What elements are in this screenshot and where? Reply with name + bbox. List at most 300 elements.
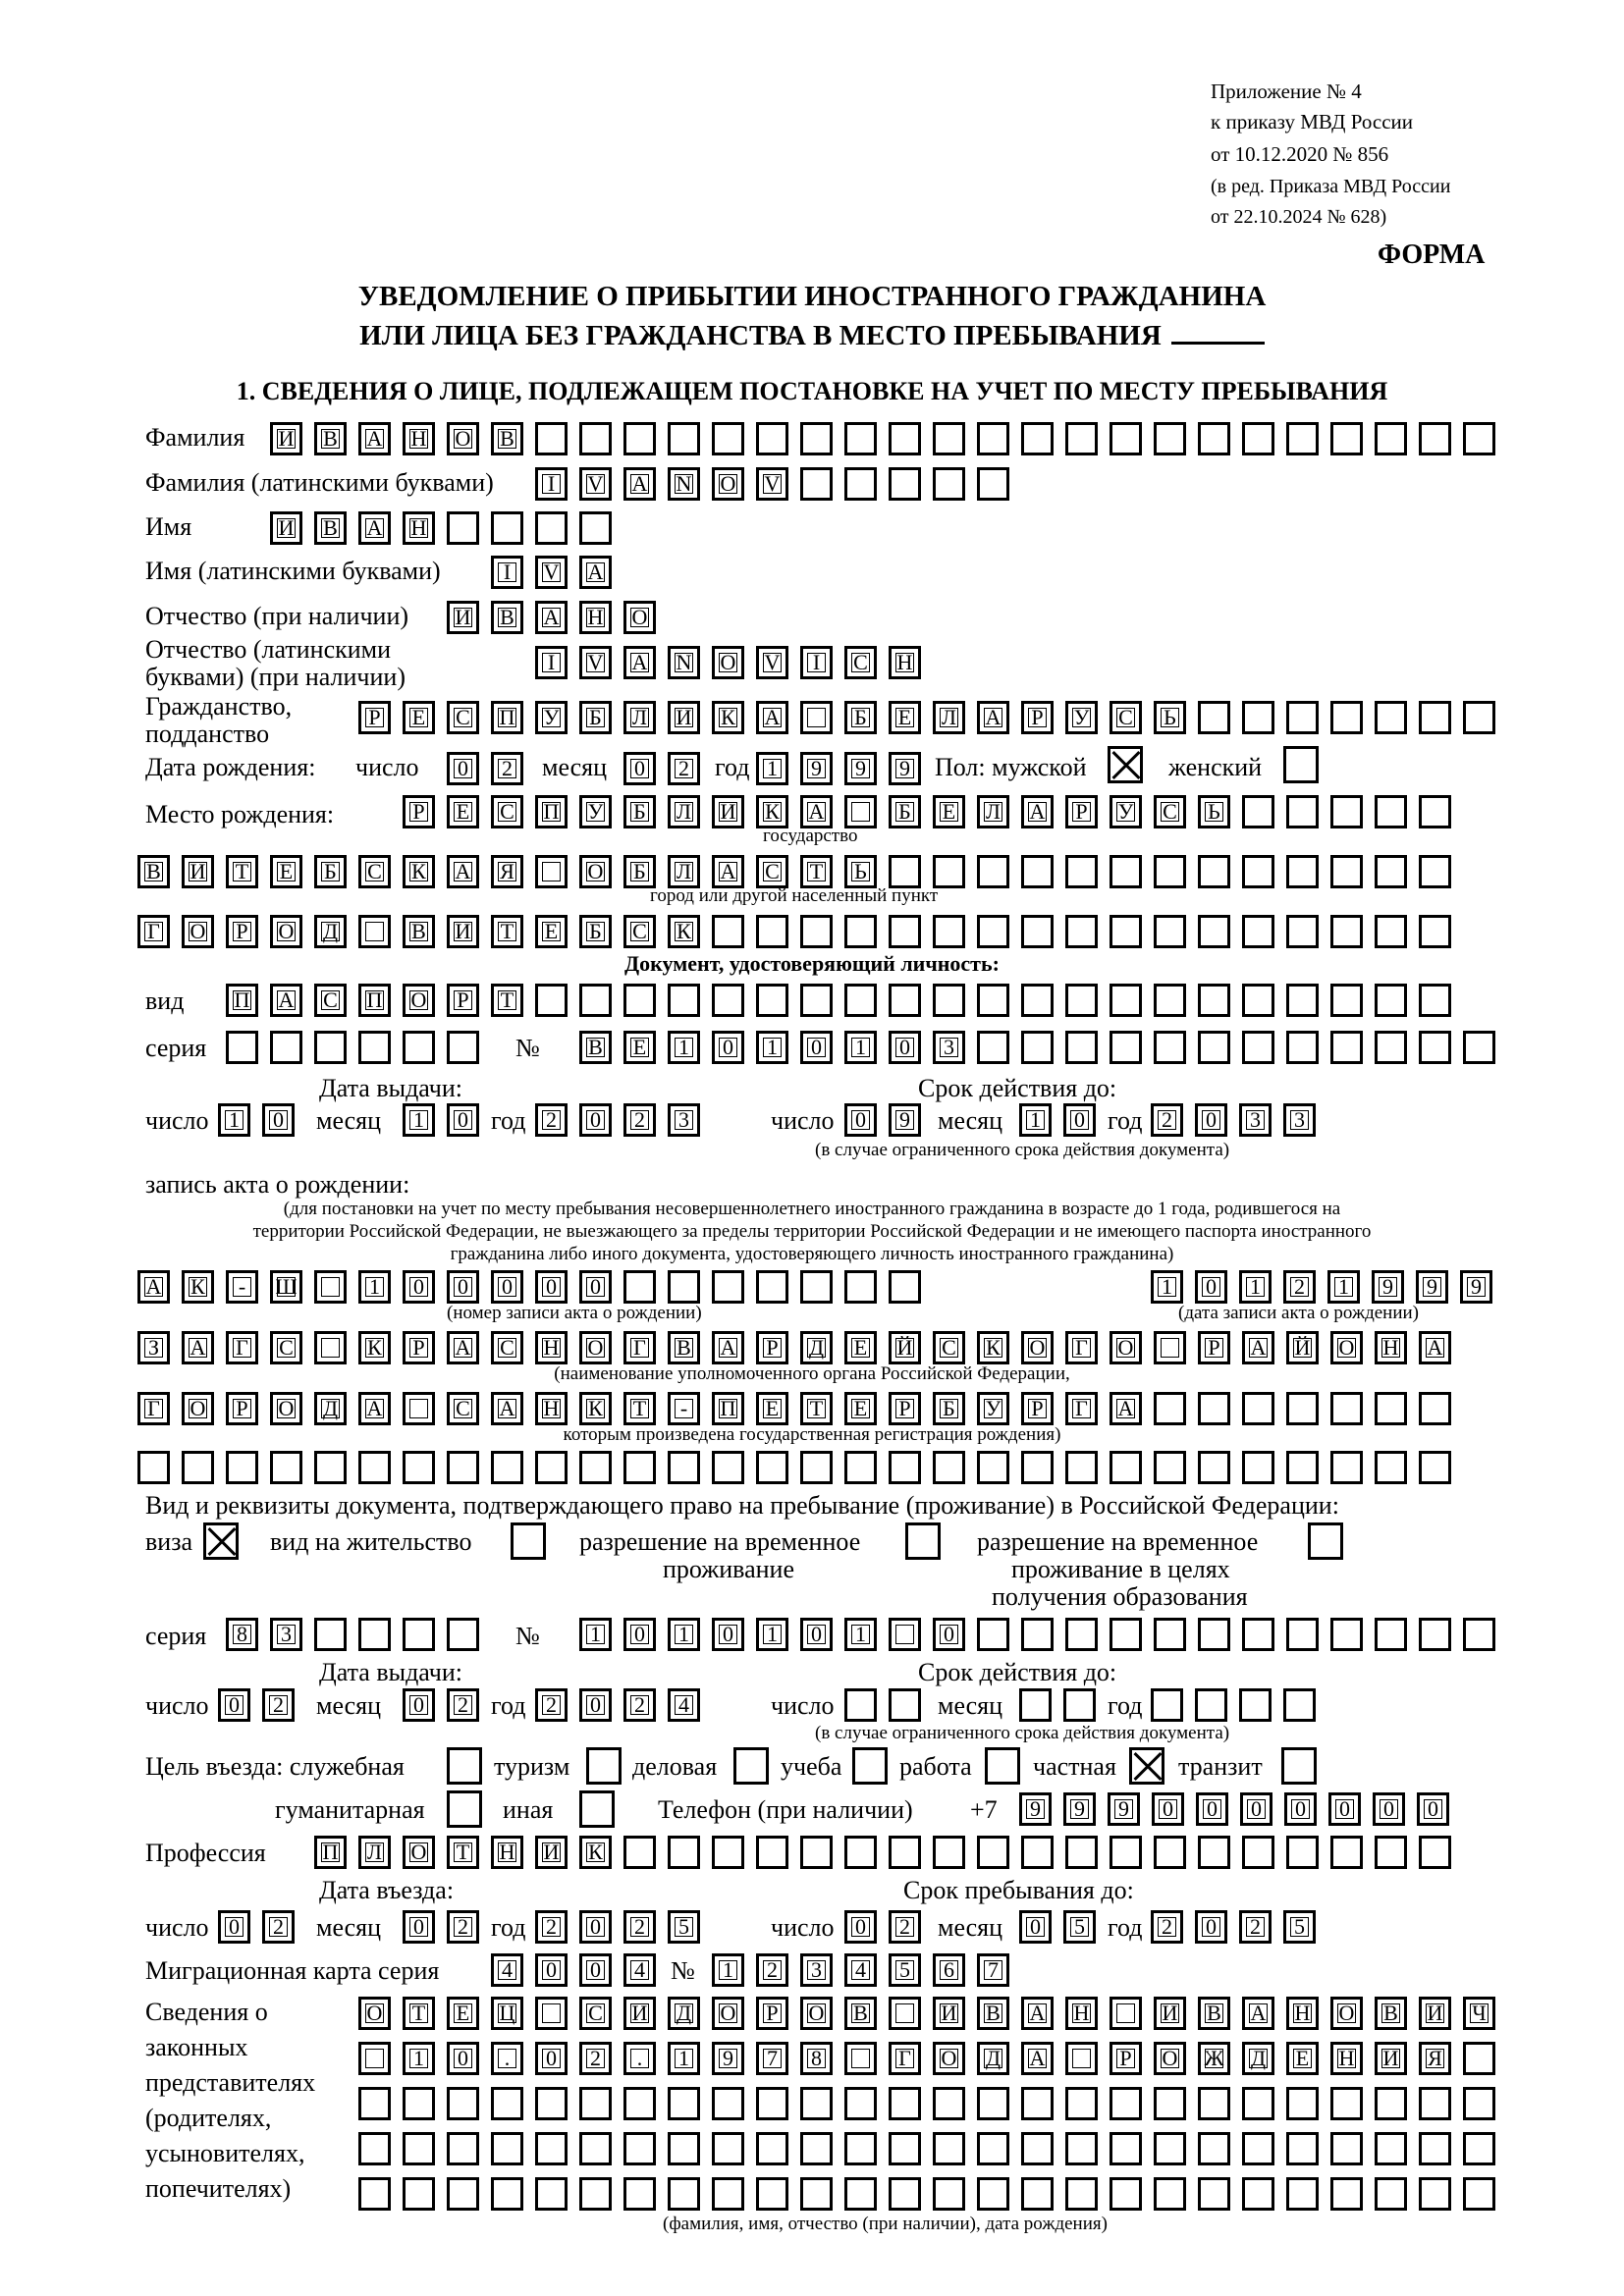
rep2-cell[interactable] xyxy=(844,2042,877,2075)
doc-kind-cell[interactable] xyxy=(668,984,700,1017)
phone-cell[interactable] xyxy=(1373,1792,1405,1826)
record-date-cell[interactable] xyxy=(1283,1270,1316,1304)
birth-region-cell[interactable] xyxy=(1154,855,1186,888)
authority2-cell[interactable] xyxy=(756,1392,788,1425)
stay-valid-year-cell[interactable] xyxy=(1195,1688,1227,1722)
rep2-cell[interactable] xyxy=(977,2042,1009,2075)
authority3-cell[interactable] xyxy=(1286,1451,1319,1484)
stay-issue-year-cell[interactable] xyxy=(535,1688,568,1722)
rep2-cell[interactable] xyxy=(889,2042,921,2075)
doc-number-cell[interactable] xyxy=(1375,1031,1407,1064)
authority3-cell[interactable] xyxy=(1330,1451,1363,1484)
rep3-cell[interactable] xyxy=(535,2087,568,2120)
birth-region-cell[interactable] xyxy=(712,855,744,888)
rep2-cell[interactable] xyxy=(1110,2042,1142,2075)
name-lat-cell[interactable] xyxy=(579,556,612,589)
authority3-cell[interactable] xyxy=(491,1451,523,1484)
mig-series-cell[interactable] xyxy=(623,1953,656,1987)
rep1-cell[interactable] xyxy=(977,1997,1009,2030)
stay-number-cell[interactable] xyxy=(1286,1618,1319,1651)
residence-checkbox[interactable] xyxy=(511,1522,546,1560)
doc-number-cell[interactable] xyxy=(712,1031,744,1064)
authority3-cell[interactable] xyxy=(182,1451,214,1484)
doc-kind-cell[interactable] xyxy=(314,984,347,1017)
surname-cell[interactable] xyxy=(403,422,435,455)
surname-cell[interactable] xyxy=(1198,422,1230,455)
birth-city-cell[interactable] xyxy=(1065,915,1098,948)
birth-region-cell[interactable] xyxy=(844,855,877,888)
birth-state-cell[interactable] xyxy=(403,795,435,828)
surname-cell[interactable] xyxy=(314,422,347,455)
rep3-cell[interactable] xyxy=(977,2087,1009,2120)
rep4-cell[interactable] xyxy=(403,2132,435,2165)
doc-valid-year-cell[interactable] xyxy=(1239,1103,1272,1137)
stay-valid-month-cell[interactable] xyxy=(1019,1688,1052,1722)
sex-female-checkbox[interactable] xyxy=(1283,746,1319,783)
rep1-cell[interactable] xyxy=(579,1997,612,2030)
rep2-cell[interactable] xyxy=(712,2042,744,2075)
birth-state-cell[interactable] xyxy=(668,795,700,828)
doc-kind-cell[interactable] xyxy=(1154,984,1186,1017)
rep1-cell[interactable] xyxy=(1242,1997,1274,2030)
authority2-cell[interactable] xyxy=(447,1392,479,1425)
birth-region-cell[interactable] xyxy=(800,855,833,888)
stay-valid-day-cell[interactable] xyxy=(889,1688,921,1722)
doc-issue-year-cell[interactable] xyxy=(535,1103,568,1137)
rep2-cell[interactable] xyxy=(1154,2042,1186,2075)
profession-cell[interactable] xyxy=(1375,1836,1407,1869)
record-number-cell[interactable] xyxy=(137,1270,170,1304)
citizenship-cell[interactable] xyxy=(1330,701,1363,734)
birth-state-cell[interactable] xyxy=(1330,795,1363,828)
rep1-cell[interactable] xyxy=(1330,1997,1363,2030)
doc-number-cell[interactable] xyxy=(844,1031,877,1064)
rep4-cell[interactable] xyxy=(1021,2132,1054,2165)
authority2-cell[interactable] xyxy=(1198,1392,1230,1425)
birth-region-cell[interactable] xyxy=(1375,855,1407,888)
authority2-cell[interactable] xyxy=(844,1392,877,1425)
authority2-cell[interactable] xyxy=(1419,1392,1451,1425)
doc-number-cell[interactable] xyxy=(1198,1031,1230,1064)
rep4-cell[interactable] xyxy=(800,2132,833,2165)
profession-cell[interactable] xyxy=(889,1836,921,1869)
visa-checkbox[interactable] xyxy=(203,1522,239,1560)
birth-region-cell[interactable] xyxy=(447,855,479,888)
birth-state-cell[interactable] xyxy=(579,795,612,828)
rep3-cell[interactable] xyxy=(844,2087,877,2120)
birth-city-cell[interactable] xyxy=(270,915,302,948)
rep1-cell[interactable] xyxy=(1463,1997,1495,2030)
patronymic-cell[interactable] xyxy=(535,601,568,634)
record-number-cell[interactable] xyxy=(182,1270,214,1304)
rep2-cell[interactable] xyxy=(447,2042,479,2075)
rep4-cell[interactable] xyxy=(1330,2132,1363,2165)
rep4-cell[interactable] xyxy=(668,2132,700,2165)
surname-cell[interactable] xyxy=(668,422,700,455)
authority1-cell[interactable] xyxy=(712,1331,744,1364)
patronymic-lat-cell[interactable] xyxy=(535,646,568,679)
entry-month-cell[interactable] xyxy=(403,1910,435,1944)
entry-year-cell[interactable] xyxy=(535,1910,568,1944)
authority1-cell[interactable] xyxy=(137,1331,170,1364)
surname-lat-cell[interactable] xyxy=(535,467,568,501)
rep1-cell[interactable] xyxy=(1198,1997,1230,2030)
birth-city-cell[interactable] xyxy=(403,915,435,948)
doc-kind-cell[interactable] xyxy=(1110,984,1142,1017)
record-number-extra-cell[interactable] xyxy=(844,1270,877,1304)
record-number-cell[interactable] xyxy=(226,1270,258,1304)
mig-series-cell[interactable] xyxy=(579,1953,612,1987)
entry-year-cell[interactable] xyxy=(668,1910,700,1944)
temp-res-checkbox[interactable] xyxy=(905,1522,941,1560)
rep4-cell[interactable] xyxy=(1419,2132,1451,2165)
authority3-cell[interactable] xyxy=(933,1451,965,1484)
rep5-cell[interactable] xyxy=(491,2177,523,2211)
stay-number-cell[interactable] xyxy=(579,1618,612,1651)
citizenship-cell[interactable] xyxy=(1154,701,1186,734)
authority1-cell[interactable] xyxy=(579,1331,612,1364)
rep4-cell[interactable] xyxy=(1375,2132,1407,2165)
entry-month-cell[interactable] xyxy=(447,1910,479,1944)
authority2-cell[interactable] xyxy=(1330,1392,1363,1425)
rep5-cell[interactable] xyxy=(800,2177,833,2211)
birth-region-cell[interactable] xyxy=(1330,855,1363,888)
stay-number-cell[interactable] xyxy=(712,1618,744,1651)
doc-issue-year-cell[interactable] xyxy=(668,1103,700,1137)
birth-city-cell[interactable] xyxy=(623,915,656,948)
rep1-cell[interactable] xyxy=(447,1997,479,2030)
surname-cell[interactable] xyxy=(1154,422,1186,455)
surname-cell[interactable] xyxy=(1065,422,1098,455)
authority1-cell[interactable] xyxy=(1375,1331,1407,1364)
authority3-cell[interactable] xyxy=(579,1451,612,1484)
doc-number-cell[interactable] xyxy=(933,1031,965,1064)
authority3-cell[interactable] xyxy=(712,1451,744,1484)
profession-cell[interactable] xyxy=(1021,1836,1054,1869)
rep2-cell[interactable] xyxy=(403,2042,435,2075)
doc-kind-cell[interactable] xyxy=(579,984,612,1017)
rep3-cell[interactable] xyxy=(933,2087,965,2120)
surname-lat-cell[interactable] xyxy=(668,467,700,501)
doc-kind-cell[interactable] xyxy=(844,984,877,1017)
surname-lat-cell[interactable] xyxy=(623,467,656,501)
doc-kind-cell[interactable] xyxy=(358,984,391,1017)
stay-number-cell[interactable] xyxy=(844,1618,877,1651)
patronymic-lat-cell[interactable] xyxy=(800,646,833,679)
authority3-cell[interactable] xyxy=(403,1451,435,1484)
stay-valid-year-cell[interactable] xyxy=(1239,1688,1272,1722)
rep4-cell[interactable] xyxy=(579,2132,612,2165)
citizenship-cell[interactable] xyxy=(889,701,921,734)
authority3-cell[interactable] xyxy=(800,1451,833,1484)
birth-city-cell[interactable] xyxy=(1286,915,1319,948)
rep5-cell[interactable] xyxy=(756,2177,788,2211)
doc-number-cell[interactable] xyxy=(623,1031,656,1064)
birth-state-cell[interactable] xyxy=(1242,795,1274,828)
surname-cell[interactable] xyxy=(1330,422,1363,455)
surname-cell[interactable] xyxy=(579,422,612,455)
phone-cell[interactable] xyxy=(1417,1792,1449,1826)
doc-kind-cell[interactable] xyxy=(1021,984,1054,1017)
authority2-cell[interactable] xyxy=(800,1392,833,1425)
stay-number-cell[interactable] xyxy=(977,1618,1009,1651)
authority3-cell[interactable] xyxy=(358,1451,391,1484)
birth-month-cell[interactable] xyxy=(668,752,700,785)
rep2-cell[interactable] xyxy=(1463,2042,1495,2075)
record-date-cell[interactable] xyxy=(1327,1270,1360,1304)
rep3-cell[interactable] xyxy=(712,2087,744,2120)
profession-cell[interactable] xyxy=(1242,1836,1274,1869)
rep2-cell[interactable] xyxy=(668,2042,700,2075)
profession-cell[interactable] xyxy=(314,1836,347,1869)
authority1-cell[interactable] xyxy=(226,1331,258,1364)
birth-state-cell[interactable] xyxy=(1065,795,1098,828)
patronymic-lat-cell[interactable] xyxy=(712,646,744,679)
birth-region-cell[interactable] xyxy=(579,855,612,888)
doc-kind-cell[interactable] xyxy=(712,984,744,1017)
surname-lat-cell[interactable] xyxy=(844,467,877,501)
birth-city-cell[interactable] xyxy=(844,915,877,948)
authority3-cell[interactable] xyxy=(623,1451,656,1484)
authority2-cell[interactable] xyxy=(1286,1392,1319,1425)
birth-region-cell[interactable] xyxy=(226,855,258,888)
birth-city-cell[interactable] xyxy=(226,915,258,948)
rep3-cell[interactable] xyxy=(447,2087,479,2120)
stay-number-cell[interactable] xyxy=(623,1618,656,1651)
surname-cell[interactable] xyxy=(1021,422,1054,455)
birth-region-cell[interactable] xyxy=(1419,855,1451,888)
birth-city-cell[interactable] xyxy=(535,915,568,948)
rep5-cell[interactable] xyxy=(1286,2177,1319,2211)
doc-issue-day-cell[interactable] xyxy=(218,1103,250,1137)
rep1-cell[interactable] xyxy=(712,1997,744,2030)
authority1-cell[interactable] xyxy=(623,1331,656,1364)
authority2-cell[interactable] xyxy=(889,1392,921,1425)
surname-cell[interactable] xyxy=(933,422,965,455)
rep1-cell[interactable] xyxy=(1375,1997,1407,2030)
doc-valid-year-cell[interactable] xyxy=(1195,1103,1227,1137)
stay-year-cell[interactable] xyxy=(1151,1910,1183,1944)
purpose-business-checkbox[interactable] xyxy=(733,1747,769,1785)
doc-number-cell[interactable] xyxy=(756,1031,788,1064)
stay-valid-month-cell[interactable] xyxy=(1063,1688,1096,1722)
rep5-cell[interactable] xyxy=(1463,2177,1495,2211)
authority3-cell[interactable] xyxy=(844,1451,877,1484)
mig-number-cell[interactable] xyxy=(844,1953,877,1987)
record-date-cell[interactable] xyxy=(1195,1270,1227,1304)
rep1-cell[interactable] xyxy=(844,1997,877,2030)
authority2-cell[interactable] xyxy=(403,1392,435,1425)
birth-city-cell[interactable] xyxy=(712,915,744,948)
surname-lat-cell[interactable] xyxy=(889,467,921,501)
birth-region-cell[interactable] xyxy=(1110,855,1142,888)
doc-number-cell[interactable] xyxy=(889,1031,921,1064)
stay-valid-year-cell[interactable] xyxy=(1151,1688,1183,1722)
profession-cell[interactable] xyxy=(403,1836,435,1869)
stay-number-cell[interactable] xyxy=(1463,1618,1495,1651)
citizenship-cell[interactable] xyxy=(712,701,744,734)
doc-series-cell[interactable] xyxy=(447,1031,479,1064)
name-cell[interactable] xyxy=(579,511,612,545)
doc-valid-year-cell[interactable] xyxy=(1151,1103,1183,1137)
authority1-cell[interactable] xyxy=(1286,1331,1319,1364)
phone-cell[interactable] xyxy=(1063,1792,1096,1826)
authority2-cell[interactable] xyxy=(226,1392,258,1425)
record-date-cell[interactable] xyxy=(1460,1270,1492,1304)
name-lat-cell[interactable] xyxy=(535,556,568,589)
rep5-cell[interactable] xyxy=(403,2177,435,2211)
citizenship-cell[interactable] xyxy=(403,701,435,734)
doc-kind-cell[interactable] xyxy=(270,984,302,1017)
doc-valid-year-cell[interactable] xyxy=(1283,1103,1316,1137)
doc-series-cell[interactable] xyxy=(403,1031,435,1064)
record-number-cell[interactable] xyxy=(579,1270,612,1304)
rep4-cell[interactable] xyxy=(491,2132,523,2165)
surname-cell[interactable] xyxy=(1110,422,1142,455)
entry-year-cell[interactable] xyxy=(579,1910,612,1944)
authority1-cell[interactable] xyxy=(535,1331,568,1364)
authority3-cell[interactable] xyxy=(889,1451,921,1484)
record-number-extra-cell[interactable] xyxy=(756,1270,788,1304)
record-date-cell[interactable] xyxy=(1416,1270,1448,1304)
authority1-cell[interactable] xyxy=(1065,1331,1098,1364)
rep4-cell[interactable] xyxy=(535,2132,568,2165)
doc-number-cell[interactable] xyxy=(1110,1031,1142,1064)
rep3-cell[interactable] xyxy=(1463,2087,1495,2120)
doc-valid-month-cell[interactable] xyxy=(1019,1103,1052,1137)
authority1-cell[interactable] xyxy=(1330,1331,1363,1364)
doc-kind-cell[interactable] xyxy=(1330,984,1363,1017)
rep5-cell[interactable] xyxy=(1065,2177,1098,2211)
doc-number-cell[interactable] xyxy=(1242,1031,1274,1064)
stay-valid-year-cell[interactable] xyxy=(1283,1688,1316,1722)
record-number-cell[interactable] xyxy=(447,1270,479,1304)
name-cell[interactable] xyxy=(358,511,391,545)
rep5-cell[interactable] xyxy=(579,2177,612,2211)
stay-series-cell[interactable] xyxy=(270,1618,302,1651)
surname-cell[interactable] xyxy=(1463,422,1495,455)
rep2-cell[interactable] xyxy=(756,2042,788,2075)
rep2-cell[interactable] xyxy=(358,2042,391,2075)
rep5-cell[interactable] xyxy=(1154,2177,1186,2211)
surname-lat-cell[interactable] xyxy=(800,467,833,501)
rep4-cell[interactable] xyxy=(358,2132,391,2165)
name-cell[interactable] xyxy=(270,511,302,545)
doc-number-cell[interactable] xyxy=(1065,1031,1098,1064)
birth-region-cell[interactable] xyxy=(403,855,435,888)
rep4-cell[interactable] xyxy=(447,2132,479,2165)
birth-region-cell[interactable] xyxy=(756,855,788,888)
record-number-cell[interactable] xyxy=(535,1270,568,1304)
birth-state-cell[interactable] xyxy=(844,795,877,828)
surname-lat-cell[interactable] xyxy=(712,467,744,501)
stay-series-cell[interactable] xyxy=(314,1618,347,1651)
birth-state-cell[interactable] xyxy=(800,795,833,828)
birth-region-cell[interactable] xyxy=(1198,855,1230,888)
surname-cell[interactable] xyxy=(491,422,523,455)
rep1-cell[interactable] xyxy=(800,1997,833,2030)
phone-cell[interactable] xyxy=(1328,1792,1361,1826)
patronymic-lat-cell[interactable] xyxy=(756,646,788,679)
rep1-cell[interactable] xyxy=(1021,1997,1054,2030)
record-number-cell[interactable] xyxy=(712,1270,744,1304)
rep1-cell[interactable] xyxy=(623,1997,656,2030)
stay-series-extra-cell[interactable] xyxy=(403,1618,435,1651)
authority2-cell[interactable] xyxy=(270,1392,302,1425)
patronymic-lat-cell[interactable] xyxy=(623,646,656,679)
doc-number-cell[interactable] xyxy=(1154,1031,1186,1064)
authority1-cell[interactable] xyxy=(270,1331,302,1364)
rep5-cell[interactable] xyxy=(358,2177,391,2211)
rep2-cell[interactable] xyxy=(491,2042,523,2075)
citizenship-cell[interactable] xyxy=(977,701,1009,734)
rep5-cell[interactable] xyxy=(889,2177,921,2211)
purpose-tourism-checkbox[interactable] xyxy=(586,1747,622,1785)
birth-city-cell[interactable] xyxy=(933,915,965,948)
rep5-cell[interactable] xyxy=(1110,2177,1142,2211)
authority1-cell[interactable] xyxy=(933,1331,965,1364)
rep1-cell[interactable] xyxy=(1110,1997,1142,2030)
rep4-cell[interactable] xyxy=(756,2132,788,2165)
rep4-cell[interactable] xyxy=(623,2132,656,2165)
birth-state-cell[interactable] xyxy=(977,795,1009,828)
doc-number-cell[interactable] xyxy=(668,1031,700,1064)
patronymic-cell[interactable] xyxy=(579,601,612,634)
doc-kind-cell[interactable] xyxy=(226,984,258,1017)
citizenship-cell[interactable] xyxy=(933,701,965,734)
rep1-cell[interactable] xyxy=(668,1997,700,2030)
birth-region-cell[interactable] xyxy=(535,855,568,888)
citizenship-cell[interactable] xyxy=(579,701,612,734)
authority2-cell[interactable] xyxy=(182,1392,214,1425)
stay-number-cell[interactable] xyxy=(1198,1618,1230,1651)
citizenship-cell[interactable] xyxy=(756,701,788,734)
rep3-cell[interactable] xyxy=(1419,2087,1451,2120)
doc-kind-cell[interactable] xyxy=(1375,984,1407,1017)
citizenship-cell[interactable] xyxy=(1286,701,1319,734)
mig-series-cell[interactable] xyxy=(535,1953,568,1987)
surname-cell[interactable] xyxy=(358,422,391,455)
stay-number-cell[interactable] xyxy=(668,1618,700,1651)
birth-state-cell[interactable] xyxy=(1198,795,1230,828)
name-cell[interactable] xyxy=(403,511,435,545)
rep2-cell[interactable] xyxy=(1198,2042,1230,2075)
profession-cell[interactable] xyxy=(800,1836,833,1869)
birth-region-cell[interactable] xyxy=(270,855,302,888)
mig-number-cell[interactable] xyxy=(712,1953,744,1987)
authority2-cell[interactable] xyxy=(358,1392,391,1425)
birth-region-cell[interactable] xyxy=(1021,855,1054,888)
patronymic-lat-cell[interactable] xyxy=(844,646,877,679)
stay-day-cell[interactable] xyxy=(844,1910,877,1944)
mig-number-cell[interactable] xyxy=(977,1953,1009,1987)
profession-cell[interactable] xyxy=(844,1836,877,1869)
temp-edu-checkbox[interactable] xyxy=(1308,1522,1343,1560)
surname-cell[interactable] xyxy=(270,422,302,455)
birth-year-cell[interactable] xyxy=(844,752,877,785)
mig-number-cell[interactable] xyxy=(800,1953,833,1987)
birth-state-cell[interactable] xyxy=(1375,795,1407,828)
authority1-cell[interactable] xyxy=(358,1331,391,1364)
authority1-cell[interactable] xyxy=(1021,1331,1054,1364)
rep3-cell[interactable] xyxy=(1330,2087,1363,2120)
doc-number-cell[interactable] xyxy=(977,1031,1009,1064)
mig-number-cell[interactable] xyxy=(889,1953,921,1987)
doc-kind-cell[interactable] xyxy=(1419,984,1451,1017)
rep2-cell[interactable] xyxy=(1419,2042,1451,2075)
rep3-cell[interactable] xyxy=(800,2087,833,2120)
authority3-cell[interactable] xyxy=(137,1451,170,1484)
